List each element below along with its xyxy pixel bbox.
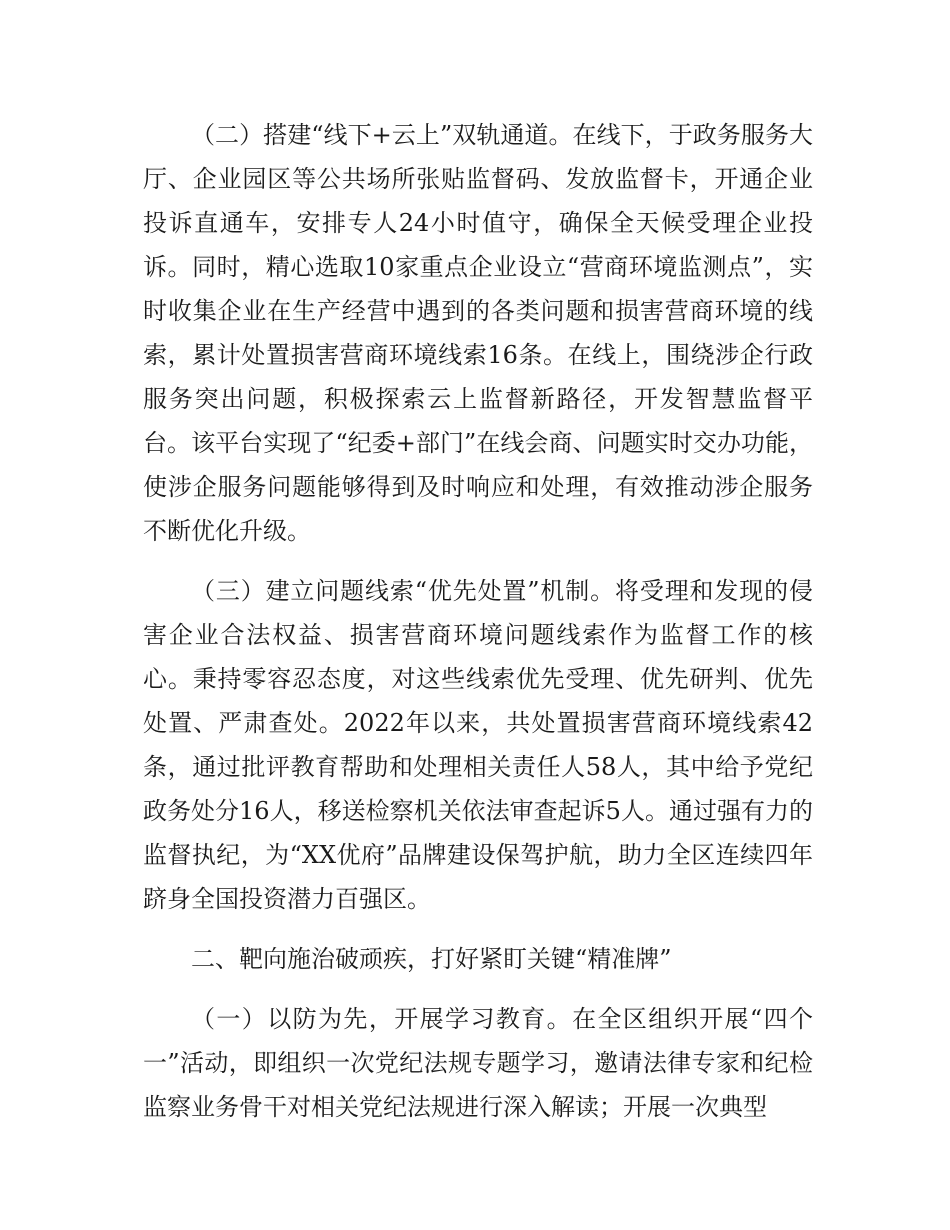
paragraph-prevention-education: （一）以防为先，开展学习教育。在全区组织开展“四个一”活动，即组织一次党纪法规专题学习，邀请法律专家和纪检监察业务骨干对相关党纪法规进行深入解读；开展一次典型 — [143, 1005, 813, 1121]
document-body — [143, 113, 813, 1145]
paragraph-dual-channel: （二）搭建“线下+云上”双轨通道。在线下，于政务服务大厅、企业园区等公共场所张贴监督码、发放监督卡，开通企业投诉直通车，安排专人24小时值守，确保全天候受理企业投诉。同时，精心选取10家重点企业设立“营商环境监测点”，实时收集企业在生产经营中遇到的各类问题和损害营商环境的线索，累计处置损害营商环境线索16条。在线上，围绕涉企行政服务突出问题，积极探索云上监督新路径，开发智慧监督平台。该平台实现了“纪委+部门”在线会商、问题实时交办功能，使涉企服务问题能够得到及时响应和处理，有效推动涉企服务不断优化升级。 — [143, 121, 813, 545]
paragraph-priority-handling: （三）建立问题线索“优先处置”机制。将受理和发现的侵害企业合法权益、损害营商环境问题线索作为监督工作的核心。秉持零容忍态度，对这些线索优先受理、优先研判、优先处置、严肃查处。2022年以来，共处置损害营商环境线索42条，通过批评教育帮助和处理相关责任人58人，其中给予党纪政务处分16人，移送检察机关依法审查起诉5人。通过强有力的监督执纪，为“XX优府”品牌建设保驾护航，助力全区连续四年跻身全国投资潜力百强区。 — [143, 577, 813, 913]
section-heading-two: 二、靶向施治破顽疾，打好紧盯关键“精准牌” — [191, 945, 672, 973]
